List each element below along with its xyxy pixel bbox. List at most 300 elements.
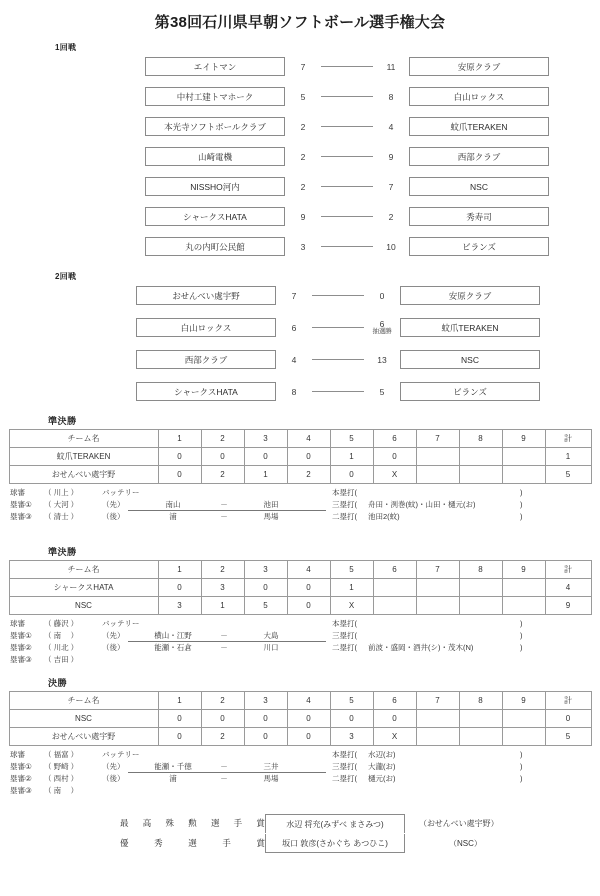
header-inning: 2 [201, 430, 244, 448]
page-title: 第38回石川県早朝ソフトボール選手権大会 [154, 14, 446, 31]
hit-paren-close: ) [520, 631, 523, 640]
header-inning: 7 [416, 561, 459, 579]
cell-team-name: おせんべい處宇野 [9, 466, 158, 484]
detail-line [10, 654, 590, 666]
cell-team-name: NSC [9, 597, 158, 615]
umpire-role: 塁審③ [10, 786, 32, 795]
cell-inning-score: 0 [287, 597, 330, 615]
cell-inning-score: 0 [330, 466, 373, 484]
cell-inning-score: 0 [158, 466, 201, 484]
bracket-score-right: 13 [377, 354, 387, 365]
header-total: 計 [545, 692, 591, 710]
cell-inning-score [459, 448, 502, 466]
bracket-team-right: 安原クラブ [409, 57, 549, 76]
cell-inning-score: 2 [287, 466, 330, 484]
bracket-score-right: 8 [388, 91, 394, 102]
table-header-row [9, 692, 591, 710]
battery-order-tag: （先） [102, 762, 125, 771]
game-block [0, 545, 600, 666]
hit-paren-close: ) [520, 500, 523, 509]
detail-line [10, 487, 590, 499]
tournament-bracket [0, 42, 600, 402]
header-inning: 8 [459, 692, 502, 710]
table-row [9, 728, 591, 746]
header-inning: 9 [502, 430, 545, 448]
detail-line [10, 642, 590, 654]
award-recipient-team: （おせんべい處宇野） [419, 818, 499, 828]
bracket-team-left: 丸の内町公民館 [145, 237, 285, 256]
awards-section [10, 813, 590, 853]
connector-line [312, 327, 364, 328]
cell-inning-score: 0 [287, 728, 330, 746]
umpire-role: 塁審② [10, 774, 32, 783]
game-title: 準決勝 [48, 547, 77, 557]
header-inning: 3 [244, 692, 287, 710]
cell-inning-score [502, 728, 545, 746]
match-details [10, 618, 590, 666]
linescore-table [9, 560, 592, 615]
bracket-connector [321, 186, 373, 187]
hit-players: 前波・盛岡・酒井(シ)・茂木(N) [368, 643, 474, 652]
cell-inning-score: 0 [158, 579, 201, 597]
bracket-match [145, 206, 600, 227]
cell-inning-score: 0 [244, 710, 287, 728]
bracket-score-left: 3 [300, 241, 306, 252]
cell-inning-score: 0 [158, 728, 201, 746]
header-inning: 2 [201, 561, 244, 579]
extra-base-hits [332, 487, 590, 499]
bracket-score-left: 2 [300, 181, 306, 192]
bracket-connector [321, 246, 373, 247]
battery-dash: － [220, 774, 228, 783]
bracket-team-left: エイトマン [145, 57, 285, 76]
connector-line [321, 96, 373, 97]
bracket-team-left: 山崎電機 [145, 147, 285, 166]
cell-inning-score: 0 [373, 710, 416, 728]
award-label-char: 勲 [188, 818, 197, 828]
bracket-match [136, 381, 600, 402]
bracket-score-right: 11 [386, 61, 396, 72]
table-row [9, 466, 591, 484]
bracket-match [145, 236, 600, 257]
connector-line [321, 246, 373, 247]
bracket-score-left: 4 [291, 354, 297, 365]
umpire-name: （ 藤沢 ） [44, 619, 79, 628]
umpire-name: （ 川北 ） [44, 643, 79, 652]
hit-paren-close: ) [520, 512, 523, 521]
battery-order-tag: （後） [102, 643, 125, 652]
table-row [9, 597, 591, 615]
award-label [120, 817, 265, 829]
bracket-match [145, 86, 600, 107]
detail-line [10, 773, 590, 785]
cell-inning-score: 2 [201, 466, 244, 484]
cell-inning-score: 0 [158, 448, 201, 466]
battery-column [102, 749, 332, 761]
cell-inning-score [502, 710, 545, 728]
battery-catcher: 川口 [263, 643, 279, 652]
battery-label: バッテリー [102, 619, 140, 628]
header-inning: 8 [459, 430, 502, 448]
detail-line [10, 618, 590, 630]
bracket-connector [312, 359, 364, 360]
bracket-score-left: 2 [300, 151, 306, 162]
linescore-table [9, 429, 592, 484]
cell-inning-score: 0 [201, 710, 244, 728]
bracket-team-left: 中村工建トマホーク [145, 87, 285, 106]
bracket-score-left: 8 [291, 386, 297, 397]
game-title: 準決勝 [48, 416, 77, 426]
extra-base-hits [332, 761, 590, 773]
battery-dash: － [220, 500, 228, 509]
bracket-team-right: 蚊爪TERAKEN [400, 318, 540, 337]
hit-type-label: 三塁打( [332, 500, 357, 509]
bracket-score-right: 2 [388, 211, 394, 222]
battery-label: バッテリー [102, 750, 140, 759]
cell-inning-score [373, 597, 416, 615]
bracket-match [145, 146, 600, 167]
cell-inning-score: 0 [244, 579, 287, 597]
cell-inning-score [502, 579, 545, 597]
cell-inning-score: 0 [244, 728, 287, 746]
umpire-name: （ 清士 ） [44, 512, 79, 521]
extra-base-hits [332, 511, 590, 523]
cell-team-name: 蚊爪TERAKEN [9, 448, 158, 466]
award-row [10, 813, 590, 833]
cell-inning-score: 3 [330, 728, 373, 746]
bracket-team-left: おせんべい處宇野 [136, 286, 276, 305]
bracket-match [136, 349, 600, 370]
bracket-match [145, 116, 600, 137]
hit-paren-close: ) [520, 643, 523, 652]
cell-inning-score: 0 [287, 448, 330, 466]
bracket-team-left: 白山ロックス [136, 318, 276, 337]
header-inning: 5 [330, 692, 373, 710]
header-inning: 1 [158, 692, 201, 710]
battery-order-tag: （先） [102, 631, 125, 640]
header-team: チーム名 [9, 561, 158, 579]
cell-inning-score: 3 [201, 579, 244, 597]
hit-paren-close: ) [520, 488, 523, 497]
hit-paren-close: ) [520, 774, 523, 783]
cell-inning-score: 5 [244, 597, 287, 615]
connector-line [321, 66, 373, 67]
award-label-char: 高 [142, 818, 152, 828]
cell-inning-score [502, 448, 545, 466]
header-inning: 2 [201, 692, 244, 710]
header-inning: 8 [459, 561, 502, 579]
battery-column [102, 630, 332, 642]
bracket-team-right: 白山ロックス [409, 87, 549, 106]
header-inning: 4 [287, 430, 330, 448]
detail-line [10, 499, 590, 511]
bracket-team-right: NSC [409, 177, 549, 196]
extra-base-hits [332, 773, 590, 785]
detail-line [10, 511, 590, 523]
cell-total-score: 4 [545, 579, 591, 597]
battery-catcher: 馬場 [263, 774, 279, 783]
cell-inning-score: 0 [287, 710, 330, 728]
umpire-role: 塁審③ [10, 655, 32, 664]
header-inning: 5 [330, 561, 373, 579]
battery-label: バッテリー [102, 488, 140, 497]
bracket-connector [312, 295, 364, 296]
match-details [10, 487, 590, 535]
header-team: チーム名 [9, 430, 158, 448]
detail-line [10, 761, 590, 773]
header-inning: 9 [502, 692, 545, 710]
umpire-role: 塁審③ [10, 512, 32, 521]
umpire-role: 塁審② [10, 643, 32, 652]
cell-inning-score [502, 466, 545, 484]
battery-column [102, 761, 332, 773]
umpire-name: （ 西村 ） [44, 774, 79, 783]
connector-line [321, 186, 373, 187]
game-block [0, 414, 600, 535]
battery-order-tag: （後） [102, 512, 125, 521]
battery-column [102, 773, 332, 785]
award-row [10, 833, 590, 853]
bracket-team-right: 安原クラブ [400, 286, 540, 305]
umpire-role: 球審 [10, 750, 25, 759]
umpire-name: （ 川上 ） [44, 488, 79, 497]
battery-dash: － [220, 631, 228, 640]
cell-inning-score: 0 [201, 448, 244, 466]
detail-line [10, 785, 590, 797]
battery-pitcher: 南山 [165, 500, 181, 509]
cell-inning-score: X [330, 597, 373, 615]
award-recipient-name: 坂口 敦彦(さかぐち あつひこ) [265, 834, 405, 853]
bracket-connector [321, 216, 373, 217]
bracket-score-left: 5 [300, 91, 306, 102]
cell-inning-score [416, 448, 459, 466]
bracket-score-left: 2 [300, 121, 306, 132]
hit-players: 水辺(お) [368, 750, 396, 759]
detail-line [10, 749, 590, 761]
award-label-char: 殊 [165, 818, 174, 828]
detail-line [10, 630, 590, 642]
bracket-team-left: 本光寺ソフトボールクラブ [145, 117, 285, 136]
header-inning: 7 [416, 692, 459, 710]
header-inning: 1 [158, 561, 201, 579]
header-inning: 3 [244, 561, 287, 579]
bracket-team-right: 蚊爪TERAKEN [409, 117, 549, 136]
cell-inning-score: 0 [287, 579, 330, 597]
lottery-win-note: 抽選勝 [372, 328, 392, 335]
bracket-connector [312, 391, 364, 392]
award-label-char: 手 [233, 818, 243, 828]
bracket-score-right: 6 抽選勝 [364, 320, 400, 335]
game-results [0, 414, 600, 797]
header-inning: 4 [287, 692, 330, 710]
connector-line [312, 295, 364, 296]
battery-catcher: 池田 [263, 500, 279, 509]
cell-inning-score: 0 [244, 448, 287, 466]
bracket-match [136, 285, 600, 306]
award-label-char: 賞 [256, 818, 265, 828]
bracket-score-left: 7 [300, 61, 306, 72]
hit-paren-close: ) [520, 762, 523, 771]
cell-inning-score: 2 [201, 728, 244, 746]
hit-type-label: 本塁打( [332, 488, 357, 497]
hit-paren-close: ) [520, 750, 523, 759]
bracket-match [136, 317, 600, 338]
hit-type-label: 三塁打( [332, 631, 357, 640]
battery-column [102, 618, 332, 630]
cell-inning-score: 1 [330, 579, 373, 597]
battery-catcher: 馬場 [263, 512, 279, 521]
round2-matches [0, 285, 600, 402]
extra-base-hits [332, 499, 590, 511]
hit-players: 舟田・洌巻(蚊)・山田・樋元(お) [368, 500, 476, 509]
connector-line [321, 126, 373, 127]
game-title: 決勝 [48, 678, 68, 688]
cell-inning-score [502, 597, 545, 615]
umpire-name: （ 野崎 ） [44, 762, 79, 771]
cell-inning-score [416, 710, 459, 728]
bracket-score-right: 0 [379, 290, 385, 301]
cell-inning-score [459, 597, 502, 615]
award-label-char: 手 [222, 838, 231, 848]
bracket-team-left: NISSHO河内 [145, 177, 285, 196]
round1-label: 1回戦 [55, 43, 77, 52]
connector-line [312, 391, 364, 392]
bracket-team-right: ビランズ [400, 382, 540, 401]
cell-inning-score: 1 [201, 597, 244, 615]
cell-inning-score [416, 466, 459, 484]
award-label-char: 優 [120, 838, 129, 848]
umpire-name: （ 南 ） [44, 631, 79, 640]
cell-team-name: シャークスHATA [9, 579, 158, 597]
round1-matches [0, 56, 600, 257]
header-inning: 1 [158, 430, 201, 448]
header-inning: 6 [373, 692, 416, 710]
bracket-score-left: 7 [291, 290, 297, 301]
cell-inning-score: 1 [244, 466, 287, 484]
battery-pitcher: 浦 [169, 512, 177, 521]
header-total: 計 [545, 561, 591, 579]
umpire-role: 球審 [10, 619, 25, 628]
cell-inning-score: X [373, 728, 416, 746]
cell-team-name: NSC [9, 710, 158, 728]
umpire-role: 球審 [10, 488, 25, 497]
bracket-score-left: 9 [300, 211, 306, 222]
bracket-connector [321, 96, 373, 97]
cell-inning-score: 3 [158, 597, 201, 615]
bracket-score-right: 10 [386, 241, 396, 252]
connector-line [321, 156, 373, 157]
award-label-char: 最 [120, 818, 129, 828]
umpire-name: （ 南 ） [44, 786, 79, 795]
header-inning: 4 [287, 561, 330, 579]
cell-inning-score [459, 728, 502, 746]
award-label-char: 賞 [256, 838, 265, 848]
extra-base-hits [332, 642, 590, 654]
hit-type-label: 本塁打( [332, 619, 357, 628]
award-label-char: 秀 [154, 838, 163, 848]
cell-inning-score [416, 579, 459, 597]
award-label-char: 選 [210, 818, 220, 828]
bracket-connector [321, 126, 373, 127]
battery-order-tag: （先） [102, 500, 125, 509]
cell-inning-score [416, 597, 459, 615]
table-row [9, 710, 591, 728]
cell-inning-score: 0 [158, 710, 201, 728]
cell-inning-score [459, 579, 502, 597]
header-team: チーム名 [9, 692, 158, 710]
umpire-role: 塁審① [10, 762, 32, 771]
award-recipient-team: （NSC） [449, 838, 482, 848]
cell-inning-score [373, 579, 416, 597]
bracket-team-right: 秀寿司 [409, 207, 549, 226]
hit-players: 大瀧(お) [368, 762, 396, 771]
cell-inning-score: 1 [330, 448, 373, 466]
cell-total-score: 0 [545, 710, 591, 728]
cell-total-score: 1 [545, 448, 591, 466]
bracket-score-right: 7 [388, 181, 394, 192]
bracket-team-right: NSC [400, 350, 540, 369]
bracket-score-right: 4 [388, 121, 394, 132]
extra-base-hits [332, 630, 590, 642]
hit-type-label: 二塁打( [332, 774, 357, 783]
battery-dash: － [220, 643, 228, 652]
award-recipient-name: 水辺 将充(みずべ まさみつ) [265, 814, 405, 833]
hit-type-label: 三塁打( [332, 762, 357, 771]
hit-type-label: 本塁打( [332, 750, 357, 759]
round2-label: 2回戦 [55, 272, 77, 281]
header-inning: 3 [244, 430, 287, 448]
hit-type-label: 二塁打( [332, 512, 357, 521]
connector-line [312, 359, 364, 360]
header-inning: 6 [373, 430, 416, 448]
bracket-match [145, 176, 600, 197]
header-total: 計 [545, 430, 591, 448]
bracket-score-left: 6 [291, 322, 297, 333]
linescore-table [9, 691, 592, 746]
battery-column [102, 642, 332, 654]
hit-players: 池田2(蚊) [368, 512, 400, 521]
extra-base-hits [332, 749, 590, 761]
header-inning: 5 [330, 430, 373, 448]
cell-total-score: 5 [545, 728, 591, 746]
battery-column [102, 487, 332, 499]
table-header-row [9, 430, 591, 448]
battery-dash: － [220, 762, 228, 771]
hit-players: 樋元(お) [368, 774, 396, 783]
award-label-char: 選 [188, 838, 197, 848]
table-header-row [9, 561, 591, 579]
header-inning: 7 [416, 430, 459, 448]
battery-pitcher: 浦 [169, 774, 177, 783]
award-label [120, 837, 265, 849]
cell-inning-score: 0 [373, 448, 416, 466]
bracket-score-right: 5 [379, 386, 385, 397]
umpire-name: （ 福富 ） [44, 750, 79, 759]
battery-dash: － [220, 512, 228, 521]
bracket-match [145, 56, 600, 77]
battery-catcher: 三井 [263, 762, 279, 771]
bracket-score-right: 9 [388, 151, 394, 162]
cell-inning-score [459, 710, 502, 728]
battery-column [102, 499, 332, 511]
hit-type-label: 二塁打( [332, 643, 357, 652]
umpire-role: 塁審① [10, 500, 32, 509]
hit-paren-close: ) [520, 619, 523, 628]
connector-line [321, 216, 373, 217]
bracket-team-left: シャークスHATA [136, 382, 276, 401]
match-details [10, 749, 590, 797]
cell-inning-score: 0 [330, 710, 373, 728]
